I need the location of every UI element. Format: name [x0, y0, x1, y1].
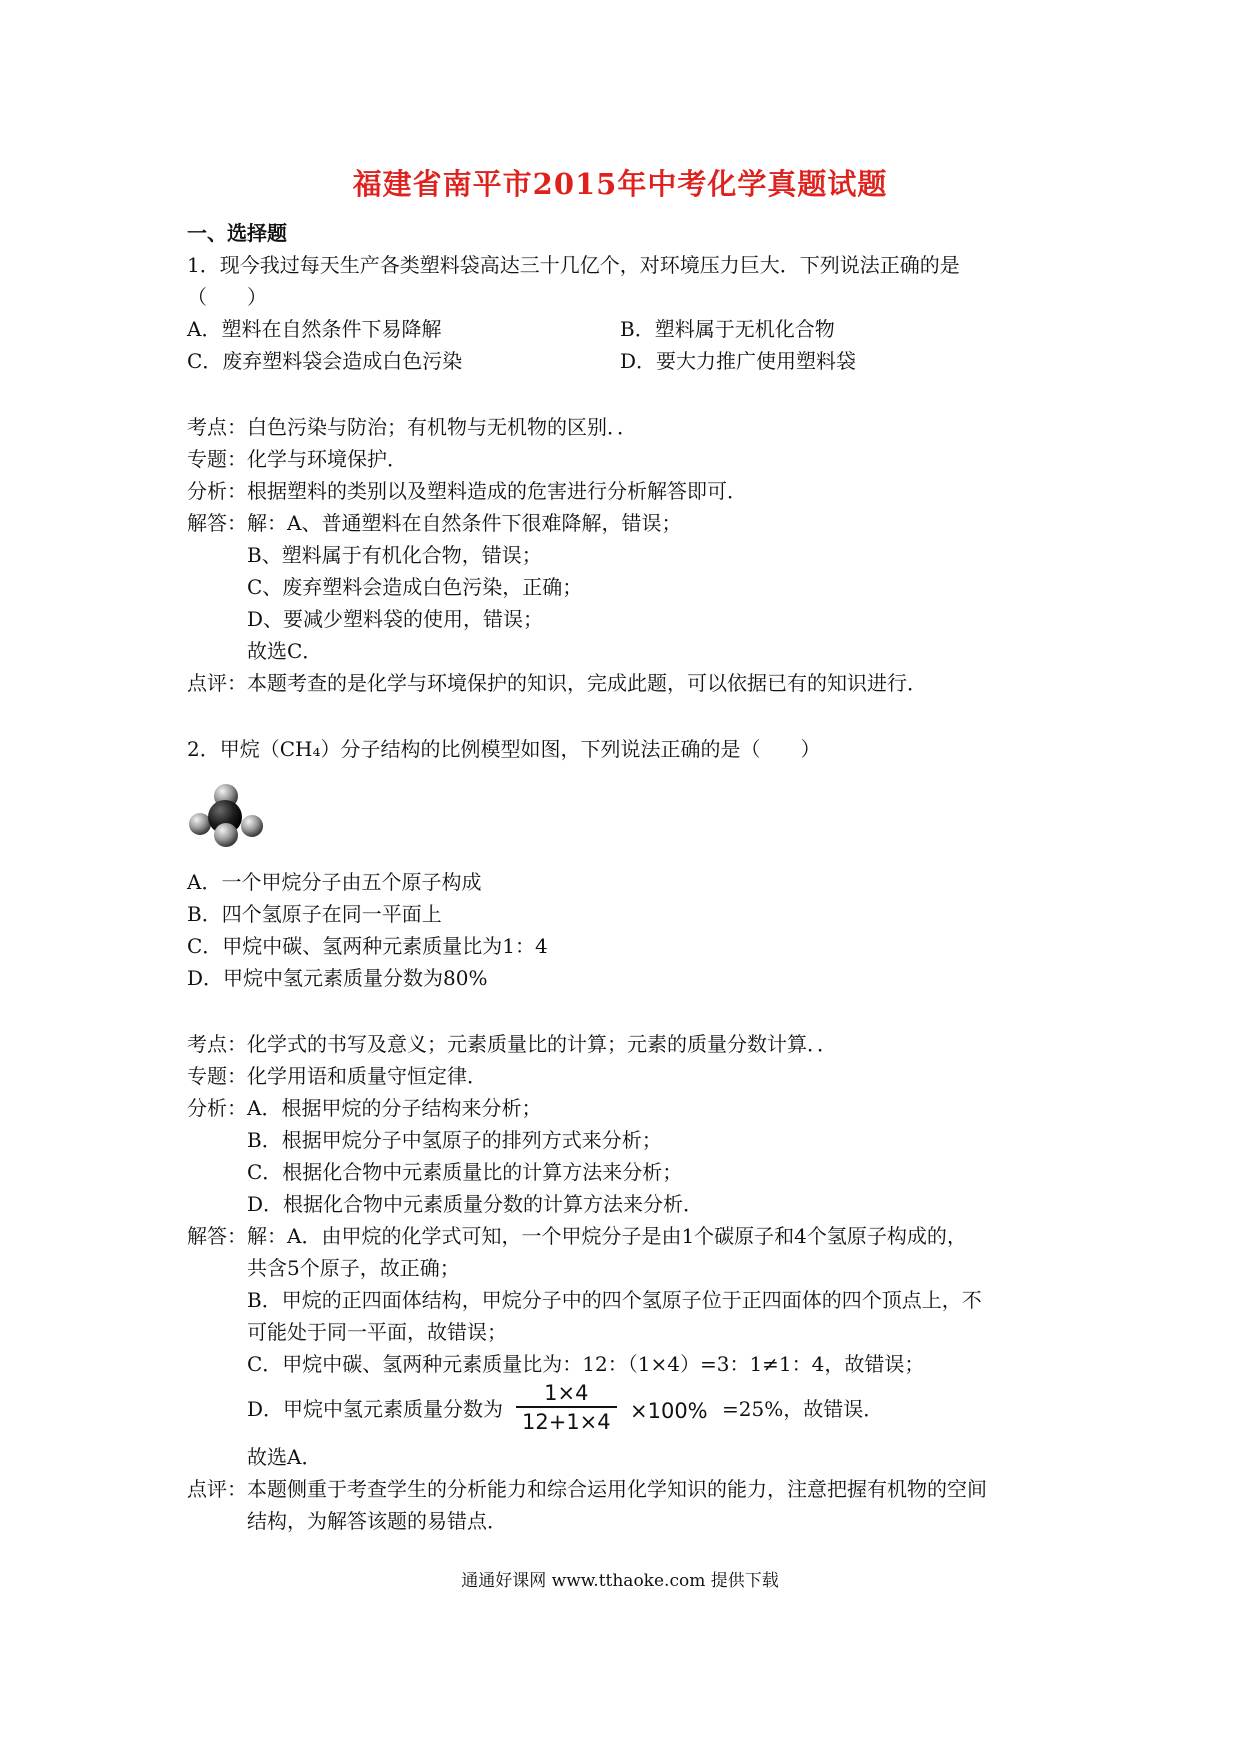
- q2-jieda-line6-result: =25%，故错误．: [722, 1397, 884, 1421]
- q2-jieda-line6-prefix: D．甲烷中氢元素质量分数为: [247, 1397, 504, 1421]
- hydrogen-atom-front: [214, 823, 238, 847]
- fraction-denominator: 12+1×4: [522, 1409, 611, 1434]
- q1-stem: 1．现今我过每天生产各类塑料袋高达三十几亿个，对环境压力巨大．下列说法正确的是: [187, 253, 960, 277]
- fraction-numerator: 1×4: [544, 1381, 589, 1405]
- q1-dianping: 点评：本题考查的是化学与环境保护的知识，完成此题，可以依据已有的知识进行．: [187, 671, 927, 695]
- q2-jieda-line4: 可能处于同一平面，故错误；: [247, 1320, 507, 1344]
- q1-jieda-line3: C、废弃塑料会造成白色污染，正确；: [247, 575, 583, 599]
- q2-fenxi-line1: 分析：A．根据甲烷的分子结构来分析；: [187, 1096, 542, 1120]
- q2-dianping-line2: 结构，为解答该题的易错点．: [247, 1509, 507, 1533]
- q1-option-d: D．要大力推广使用塑料袋: [620, 349, 857, 373]
- q1-zhuanti: 专题：化学与环境保护．: [187, 447, 407, 471]
- hydrogen-atom-left: [189, 813, 211, 835]
- q2-option-a: A．一个甲烷分子由五个原子构成: [187, 870, 482, 894]
- q2-jieda-line7: 故选A．: [247, 1445, 322, 1469]
- times-100-percent: ×100%: [630, 1399, 708, 1423]
- q1-jieda-line1: 解答：解：A、普通塑料在自然条件下很难降解，错误；: [187, 511, 682, 535]
- q1-option-a: A．塑料在自然条件下易降解: [187, 317, 442, 341]
- hydrogen-atom-right: [241, 815, 263, 837]
- q1-jieda-line5: 故选C．: [247, 639, 323, 663]
- q2-fenxi-line3: C．根据化合物中元素质量比的计算方法来分析；: [247, 1160, 683, 1184]
- q2-option-d: D．甲烷中氢元素质量分数为80%: [187, 966, 488, 990]
- q2-fenxi-line4: D．根据化合物中元素质量分数的计算方法来分析．: [247, 1192, 704, 1216]
- q1-jieda-line2: B、塑料属于有机化合物，错误；: [247, 543, 542, 567]
- mass-fraction-formula: [516, 1380, 617, 1436]
- q2-jieda-line3: B．甲烷的正四面体结构，甲烷分子中的四个氢原子位于正四面体的四个顶点上，不: [247, 1288, 982, 1312]
- q2-dianping-line1: 点评：本题侧重于考查学生的分析能力和综合运用化学知识的能力，注意把握有机物的空间: [187, 1477, 987, 1501]
- q2-kaodian: 考点：化学式的书写及意义；元素质量比的计算；元素的质量分数计算．．: [187, 1032, 837, 1056]
- page-footer: 通通好课网 www.tthaoke.com 提供下载: [461, 1571, 779, 1591]
- q1-fenxi: 分析：根据塑料的类别以及塑料造成的危害进行分析解答即可．: [187, 479, 747, 503]
- q2-option-c: C．甲烷中碳、氢两种元素质量比为1：4: [187, 934, 548, 958]
- q2-option-b: B．四个氢原子在同一平面上: [187, 902, 442, 926]
- q2-zhuanti: 专题：化学用语和质量守恒定律．: [187, 1064, 487, 1088]
- q2-jieda-line1: 解答：解：A．由甲烷的化学式可知，一个甲烷分子是由1个碳原子和4个氢原子构成的，: [187, 1224, 967, 1248]
- q2-jieda-line5: C．甲烷中碳、氢两种元素质量比为：12：（1×4）=3：1≠1：4，故错误；: [247, 1352, 925, 1376]
- q1-option-b: B．塑料属于无机化合物: [620, 317, 835, 341]
- q1-stem-brackets: （ ）: [187, 285, 267, 309]
- section-heading: 一、选择题: [187, 221, 287, 245]
- methane-model-figure: [188, 779, 266, 849]
- q2-jieda-line2: 共含5个原子，故正确；: [247, 1256, 460, 1280]
- q1-jieda-line4: D、要减少塑料袋的使用，错误；: [247, 607, 544, 631]
- page-title: 福建省南平市2015年中考化学真题试题: [352, 167, 888, 201]
- q2-stem: 2．甲烷（CH₄）分子结构的比例模型如图，下列说法正确的是（ ）: [187, 737, 821, 761]
- q2-fenxi-line2: B．根据甲烷分子中氢原子的排列方式来分析；: [247, 1128, 662, 1152]
- q1-option-c: C．废弃塑料袋会造成白色污染: [187, 349, 463, 373]
- q1-kaodian: 考点：白色污染与防治；有机物与无机物的区别．．: [187, 415, 637, 439]
